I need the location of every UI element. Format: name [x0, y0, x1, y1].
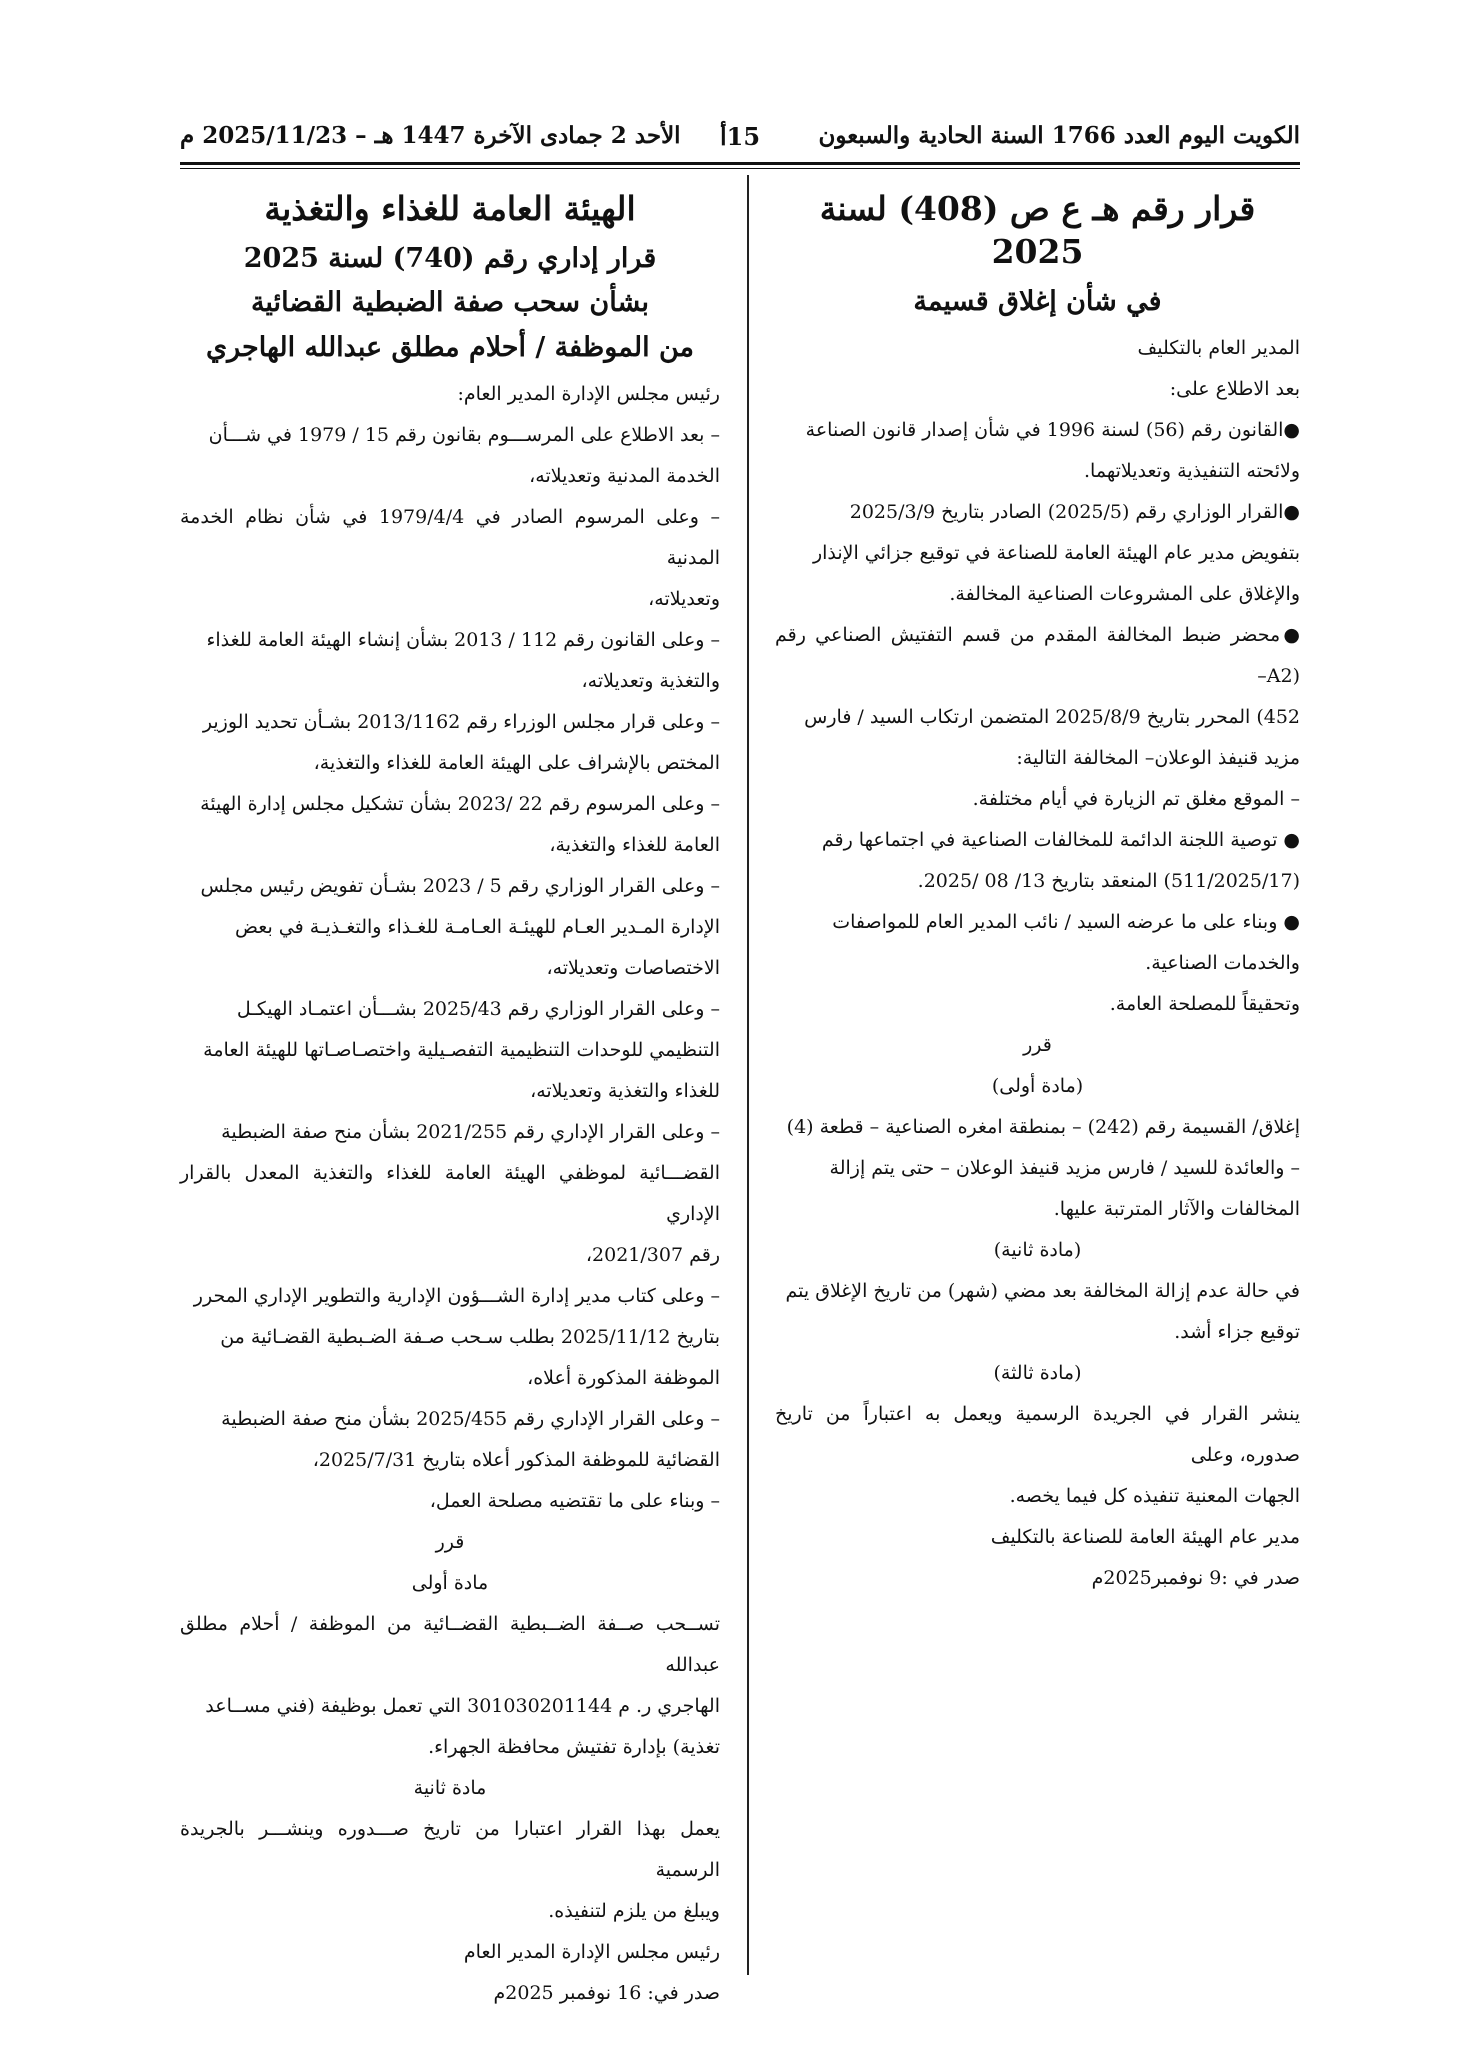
header-date: الأحد 2 جمادى الآخرة 1447 هـ – 2025/11/23 م: [180, 122, 681, 149]
left-line: – وعلى القرار الإداري رقم 2021/255 بشأن منح صفة الضبطية: [221, 1121, 720, 1144]
header-rule-thin: [180, 168, 1300, 169]
header-page-number: 15أ: [719, 122, 761, 151]
left-line: – وبناء على ما تقتضيه مصلحة العمل،: [429, 1490, 720, 1513]
right-article3-title: (مادة ثالثة): [993, 1362, 1082, 1385]
left-line: – وعلى قرار مجلس الوزراء رقم 2013/1162 بشـأن تحديد الوزير: [202, 711, 720, 734]
left-line: رئيس مجلس الإدارة المدير العام:: [457, 383, 720, 406]
right-article1-line: – والعائدة للسيد / فارس مزيد قنيفذ الوعلان – حتى يتم إزالة: [829, 1157, 1300, 1180]
left-line: للغذاء والتغذية وتعديلاته،: [530, 1080, 720, 1103]
left-line: الاختصاصات وتعديلاته،: [546, 957, 720, 980]
right-line: – الموقع مغلق تم الزيارة في أيام مختلفة.: [972, 788, 1300, 811]
right-article2-title: (مادة ثانية): [993, 1239, 1082, 1262]
header-issue-info: الكويت اليوم العدد 1766 السنة الحادية والسبعون: [818, 122, 1300, 149]
right-article2-line: توقيع جزاء أشد.: [1174, 1321, 1300, 1344]
left-authority-name: الهيئة العامة للغذاء والتغذية: [264, 189, 636, 228]
right-article3-line: ينشر القرار في الجريدة الرسمية ويعمل به اعتباراً من تاريخ صدوره، وعلى: [775, 1403, 1300, 1467]
left-line: الخدمة المدنية وتعديلاته،: [529, 465, 720, 488]
left-decided: قرر: [435, 1531, 465, 1554]
left-line: – وعلى القرار الإداري رقم 2025/455 بشأن منح صفة الضبطية: [221, 1408, 720, 1431]
left-line: القضـــائية لموظفي الهيئة العامة للغذاء والتغذية المعدل بالقرار الإداري: [180, 1162, 720, 1226]
right-article2-line: في حالة عدم إزالة المخالفة بعد مضي (شهر) من تاريخ الإغلاق يتم: [785, 1280, 1300, 1303]
left-decision-subtitle: بشأن سحب صفة الضبطية القضائية: [250, 287, 650, 319]
left-signatory: رئيس مجلس الإدارة المدير العام: [463, 1941, 720, 1964]
left-line: العامة للغذاء والتغذية،: [549, 834, 720, 857]
left-issued-date: صدر في: 16 نوفمبر 2025م: [493, 1982, 720, 2005]
left-decision-subject: من الموظفة / أحلام مطلق عبدالله الهاجري: [206, 331, 694, 363]
right-issued-date: صدر في :9 نوفمبر2025م: [1091, 1567, 1300, 1590]
right-decision-title: قرار رقم هـ ع ص (408) لسنة 2025: [819, 189, 1256, 271]
left-line: والتغذية وتعديلاته،: [581, 670, 720, 693]
right-line: والخدمات الصناعية.: [1145, 952, 1300, 975]
left-article1-line: تســحب صــفة الضــبطية القضــائية من الموظفة / أحلام مطلق عبدالله: [180, 1613, 720, 1677]
right-decision-subtitle: في شأن إغلاق قسيمة: [913, 285, 1162, 317]
left-line: المختص بالإشراف على الهيئة العامة للغذاء والتغذية،: [313, 752, 720, 775]
left-line: – وعلى كتاب مدير إدارة الشـــؤون الإدارية والتطوير الإداري المحرر: [193, 1285, 720, 1308]
right-line: والإغلاق على المشروعات الصناعية المخالفة.: [949, 583, 1300, 606]
right-article1-line: إغلاق/ القسيمة رقم (242) – بمنطقة امغره الصناعية – قطعة (4): [786, 1116, 1300, 1139]
left-line: بتاريخ 2025/11/12 بطلب سـحب صـفة الضـبطية القضـائية من: [220, 1326, 720, 1349]
left-article2-title: مادة ثانية: [413, 1777, 487, 1800]
right-article1-title: (مادة أولى): [991, 1075, 1084, 1098]
left-article2-line: يعمل بهذا القرار اعتبارا من تاريخ صـــدوره وينشـــر بالجريدة الرسمية: [180, 1818, 720, 1882]
left-article1-line: الهاجري ر. م 301030201144 التي تعمل بوظيفة (فني مســاعد: [205, 1695, 720, 1718]
right-column-decision: [775, 180, 1300, 1599]
right-line: ●القانون رقم (56) لسنة 1996 في شأن إصدار قانون الصناعة: [805, 419, 1300, 442]
right-line: وتحقيقاً للمصلحة العامة.: [1109, 993, 1300, 1016]
right-decided: قرر: [1023, 1034, 1052, 1057]
left-line: – بعد الاطلاع على المرســـوم بقانون رقم 15 / 1979 في شـــأن: [208, 424, 720, 447]
right-line: 452) المحرر بتاريخ 2025/8/9 المتضمن ارتكاب السيد / فارس: [804, 706, 1300, 729]
page-header: [180, 118, 1300, 158]
left-column-decision: [180, 180, 720, 2014]
left-line: – وعلى القرار الوزاري رقم 5 / 2023 بشـأن تفويض رئيس مجلس: [200, 875, 720, 898]
right-line: ●القرار الوزاري رقم (2025/5) الصادر بتاريخ 2025/3/9: [849, 501, 1300, 524]
column-divider: [747, 175, 749, 1975]
left-decision-title: قرار إداري رقم (740) لسنة 2025: [243, 242, 657, 274]
left-line: – وعلى المرسوم رقم 22 /2023 بشأن تشكيل مجلس إدارة الهيئة: [200, 793, 720, 816]
left-article1-line: تغذية) بإدارة تفتيش محافظة الجهراء.: [428, 1736, 720, 1759]
header-rule-thick: [180, 162, 1300, 165]
left-line: – وعلى المرسوم الصادر في 1979/4/4 في شأن نظام الخدمة المدنية: [180, 506, 720, 570]
right-line: ● توصية اللجنة الدائمة للمخالفات الصناعية في اجتماعها رقم: [821, 829, 1300, 852]
left-line: – وعلى القانون رقم 112 / 2013 بشأن إنشاء الهيئة العامة للغذاء: [206, 629, 720, 652]
left-line: الموظفة المذكورة أعلاه،: [527, 1367, 720, 1390]
right-line: مزيد قنيفذ الوعلان– المخالفة التالية:: [1016, 747, 1300, 770]
right-line: المدير العام بالتكليف: [1137, 337, 1300, 360]
left-article1-title: مادة أولى: [411, 1572, 489, 1595]
right-line: (511/2025/17) المنعقد بتاريخ 13/ 08 /2025.: [917, 870, 1300, 893]
right-line: بعد الاطلاع على:: [1169, 378, 1300, 401]
left-line: – وعلى القرار الوزاري رقم 2025/43 بشـــأن اعتمـاد الهيكـل: [236, 998, 720, 1021]
right-signatory: مدير عام الهيئة العامة للصناعة بالتكليف: [990, 1526, 1300, 1549]
right-line: ● وبناء على ما عرضه السيد / نائب المدير العام للمواصفات: [832, 911, 1300, 934]
left-article2-line: ويبلغ من يلزم لتنفيذه.: [548, 1900, 720, 1923]
left-line: القضائية للموظفة المذكور أعلاه بتاريخ 2025/7/31،: [312, 1449, 720, 1472]
right-line: بتفويض مدير عام الهيئة العامة للصناعة في توقيع جزائي الإنذار: [812, 542, 1300, 565]
right-article1-line: المخالفات والآثار المترتبة عليها.: [1053, 1198, 1300, 1221]
right-line: ولائحته التنفيذية وتعديلاتهما.: [1084, 460, 1300, 483]
right-article3-line: الجهات المعنية تنفيذه كل فيما يخصه.: [1009, 1485, 1300, 1508]
left-line: التنظيمي للوحدات التنظيمية التفصـيلية واختصـاصـاتها للهيئة العامة: [203, 1039, 720, 1062]
left-line: رقم 2021/307،: [585, 1244, 720, 1267]
right-line: ●محضر ضبط المخالفة المقدم من قسم التفتيش الصناعي رقم (A2–: [775, 624, 1300, 688]
left-line: الإدارة المـدير العـام للهيئـة العـامـة للغـذاء والتغـذيـة في بعض: [235, 916, 720, 939]
left-line: وتعديلاته،: [648, 588, 720, 611]
